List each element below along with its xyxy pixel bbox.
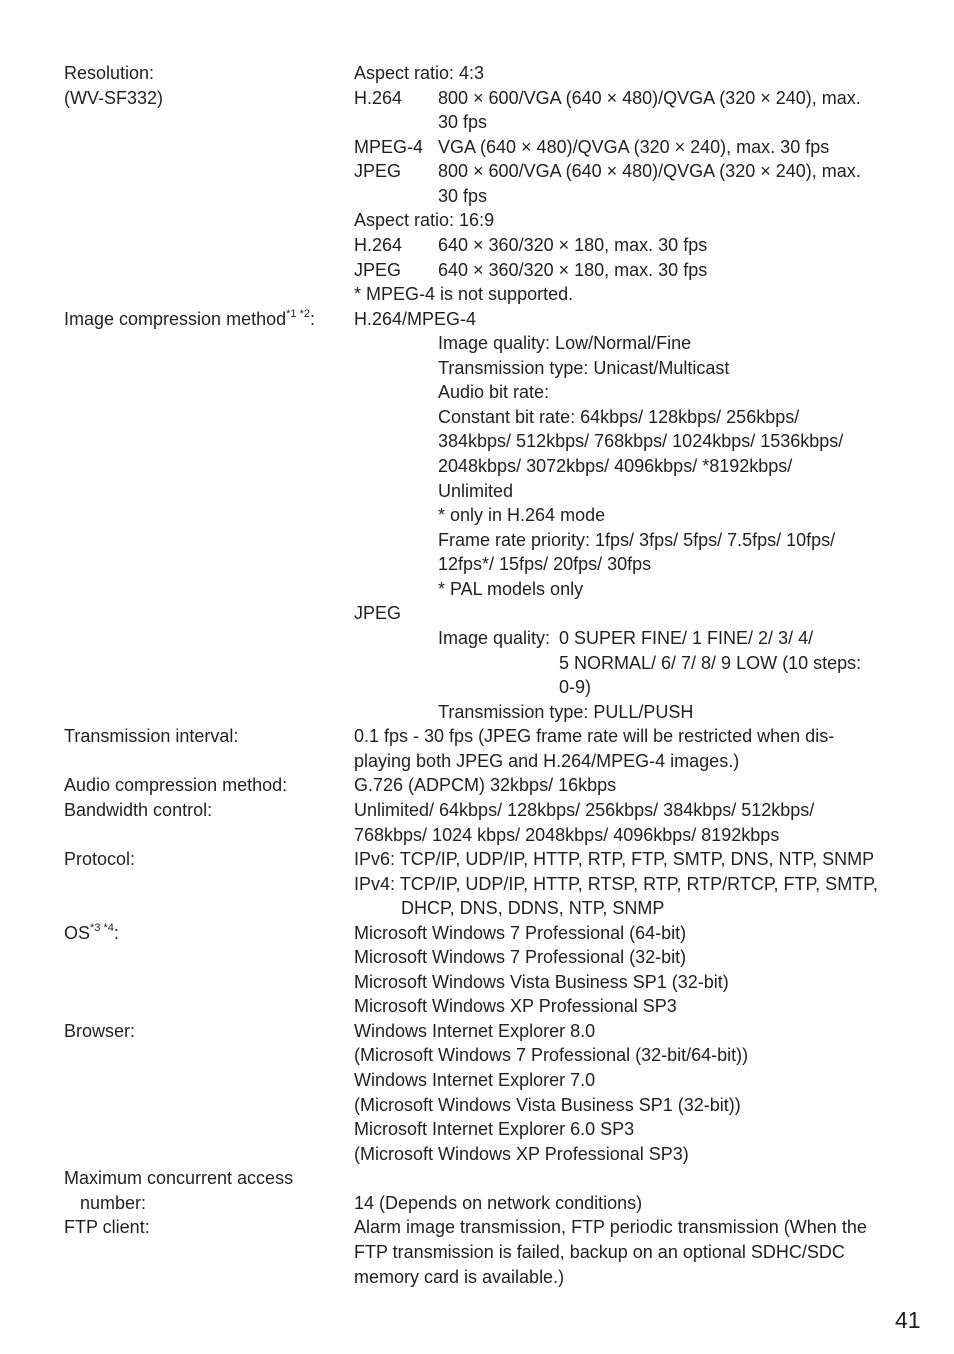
compression-frame-rate-note: * PAL models only bbox=[438, 579, 584, 599]
resolution-h264-169-value: 640 × 360/320 × 180, max. 30 fps bbox=[438, 235, 708, 255]
ftp-line1: Alarm image transmission, FTP periodic transmission (When the bbox=[354, 1217, 867, 1237]
label-os bbox=[64, 923, 119, 943]
browser-item: (Microsoft Windows XP Professional SP3) bbox=[354, 1144, 689, 1164]
compression-h264-mpeg4: H.264/MPEG-4 bbox=[354, 309, 477, 329]
label-os-text: OS bbox=[64, 923, 91, 943]
resolution-format-h264: H.264 bbox=[354, 235, 403, 255]
label-colon: : bbox=[309, 309, 315, 329]
browser-item: Microsoft Internet Explorer 6.0 SP3 bbox=[354, 1119, 635, 1139]
browser-item: Windows Internet Explorer 7.0 bbox=[354, 1070, 596, 1090]
compression-jpeg-quality-line2: 5 NORMAL/ 6/ 7/ 8/ 9 LOW (10 steps: bbox=[559, 653, 862, 673]
label-transmission-interval: Transmission interval: bbox=[64, 726, 239, 746]
browser-item: Windows Internet Explorer 8.0 bbox=[354, 1021, 596, 1041]
compression-cbr-line1: Constant bit rate: 64kbps/ 128kbps/ 256kbps/ bbox=[438, 407, 800, 427]
label-browser: Browser: bbox=[64, 1021, 136, 1041]
compression-transmission-type: Transmission type: Unicast/Multicast bbox=[438, 358, 730, 378]
resolution-format-jpeg: JPEG bbox=[354, 260, 402, 280]
label-colon: : bbox=[113, 923, 119, 943]
label-resolution-model: (WV-SF332) bbox=[64, 88, 164, 108]
resolution-h264-value: 800 × 600/VGA (640 × 480)/QVGA (320 × 240), max. bbox=[438, 88, 861, 108]
os-item: Microsoft Windows XP Professional SP3 bbox=[354, 996, 677, 1016]
bandwidth-line2: 768kbps/ 1024 kbps/ 2048kbps/ 4096kbps/ 8192kbps bbox=[354, 825, 780, 845]
os-item: Microsoft Windows 7 Professional (64-bit) bbox=[354, 923, 687, 943]
protocol-ipv6: IPv6: TCP/IP, UDP/IP, HTTP, RTP, FTP, SMTP, DNS, NTP, SNMP bbox=[354, 849, 875, 869]
resolution-jpeg-value-cont: 30 fps bbox=[438, 186, 488, 206]
label-ftp-client: FTP client: bbox=[64, 1217, 150, 1237]
protocol-ipv4-line1: IPv4: TCP/IP, UDP/IP, HTTP, RTSP, RTP, RTP/RTCP, FTP, SMTP, bbox=[354, 874, 878, 894]
audio-compression-value: G.726 (ADPCM) 32kbps/ 16kbps bbox=[354, 775, 617, 795]
label-image-compression bbox=[64, 309, 315, 329]
label-bandwidth-control: Bandwidth control: bbox=[64, 800, 213, 820]
compression-audio-bit-rate: Audio bit rate: bbox=[438, 382, 550, 402]
label-audio-compression: Audio compression method: bbox=[64, 775, 288, 795]
compression-jpeg-quality-label: Image quality: bbox=[438, 628, 551, 648]
label-resolution: Resolution: bbox=[64, 63, 155, 83]
ftp-line3: memory card is available.) bbox=[354, 1267, 565, 1287]
label-max-access-line1: Maximum concurrent access bbox=[64, 1168, 294, 1188]
compression-jpeg: JPEG bbox=[354, 603, 402, 623]
compression-cbr-line4: Unlimited bbox=[438, 481, 514, 501]
resolution-note: * MPEG-4 is not supported. bbox=[354, 284, 574, 304]
compression-jpeg-transmission: Transmission type: PULL/PUSH bbox=[438, 702, 694, 722]
label-max-access-line2: number: bbox=[80, 1193, 147, 1213]
transmission-interval-line1: 0.1 fps - 30 fps (JPEG frame rate will be restricted when dis- bbox=[354, 726, 835, 746]
page-number: 41 bbox=[895, 1307, 921, 1333]
browser-item: (Microsoft Windows Vista Business SP1 (32-bit)) bbox=[354, 1095, 741, 1115]
compression-image-quality: Image quality: Low/Normal/Fine bbox=[438, 333, 692, 353]
resolution-format-jpeg: JPEG bbox=[354, 161, 402, 181]
resolution-jpeg-169-value: 640 × 360/320 × 180, max. 30 fps bbox=[438, 260, 708, 280]
compression-cbr-line2: 384kbps/ 512kbps/ 768kbps/ 1024kbps/ 1536kbps/ bbox=[438, 431, 844, 451]
resolution-aspect-16-9: Aspect ratio: 16:9 bbox=[354, 210, 495, 230]
protocol-ipv4-line2: DHCP, DNS, DDNS, NTP, SNMP bbox=[401, 898, 665, 918]
compression-frame-rate-line2: 12fps*/ 15fps/ 20fps/ 30fps bbox=[438, 554, 652, 574]
resolution-mpeg4-value: VGA (640 × 480)/QVGA (320 × 240), max. 30 fps bbox=[438, 137, 830, 157]
compression-jpeg-quality-line3: 0-9) bbox=[559, 677, 592, 697]
bandwidth-line1: Unlimited/ 64kbps/ 128kbps/ 256kbps/ 384kbps/ 512kbps/ bbox=[354, 800, 815, 820]
transmission-interval-line2: playing both JPEG and H.264/MPEG-4 images.) bbox=[354, 751, 740, 771]
label-protocol: Protocol: bbox=[64, 849, 136, 869]
resolution-jpeg-value: 800 × 600/VGA (640 × 480)/QVGA (320 × 240), max. bbox=[438, 161, 861, 181]
browser-item: (Microsoft Windows 7 Professional (32-bit/64-bit)) bbox=[354, 1045, 749, 1065]
max-access-value: 14 (Depends on network conditions) bbox=[354, 1193, 643, 1213]
footnote-ref: *1 *2 bbox=[286, 308, 310, 320]
resolution-format-mpeg4: MPEG-4 bbox=[354, 137, 424, 157]
footnote-ref: *3 *4 bbox=[90, 922, 114, 934]
resolution-h264-value-cont: 30 fps bbox=[438, 112, 488, 132]
compression-cbr-note: * only in H.264 mode bbox=[438, 505, 606, 525]
ftp-line2: FTP transmission is failed, backup on an optional SDHC/SDC bbox=[354, 1242, 845, 1262]
resolution-aspect-4-3: Aspect ratio: 4:3 bbox=[354, 63, 485, 83]
label-image-compression-text: Image compression method bbox=[64, 309, 287, 329]
os-item: Microsoft Windows 7 Professional (32-bit) bbox=[354, 947, 687, 967]
compression-cbr-line3: 2048kbps/ 3072kbps/ 4096kbps/ *8192kbps/ bbox=[438, 456, 793, 476]
compression-jpeg-quality-line1: 0 SUPER FINE/ 1 FINE/ 2/ 3/ 4/ bbox=[559, 628, 814, 648]
os-item: Microsoft Windows Vista Business SP1 (32-bit) bbox=[354, 972, 729, 992]
resolution-format-h264: H.264 bbox=[354, 88, 403, 108]
compression-frame-rate-line1: Frame rate priority: 1fps/ 3fps/ 5fps/ 7.5fps/ 10fps/ bbox=[438, 530, 836, 550]
